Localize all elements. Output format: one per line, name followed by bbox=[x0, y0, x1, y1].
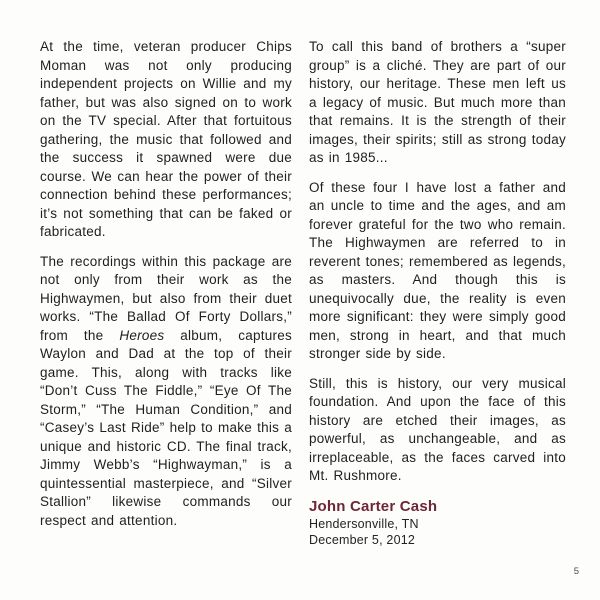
paragraph-four-men: Of these four I have lost a father and an uncle to time and the ages, and am forever grateful for the two who remain. The Highwaymen are referred to in reverent tones; remembered as legends, as masters. And though this is unequivocally due, the reality is even more significant: they were simply good men, strong in heart, and that much stronger side by side. bbox=[309, 179, 566, 361]
paragraph-producer: At the time, veteran producer Chips Moman was not only producing independent projects on Willie and my father, but was also signed on to work on the TV special. After that fortuitous gathering, the music that followed and the success it spawned were due course. We can hear the power of their connection behind these performances; it’s not something that can be faked or fabricated. bbox=[40, 39, 292, 239]
album-title-heroes: Heroes bbox=[119, 327, 165, 343]
paragraph-text: The recordings within this package are not only from their work as the Highwaymen, but also from their duet works. “The Ballad Of Forty Dollars,” from the bbox=[40, 253, 292, 343]
page-number: 5 bbox=[573, 566, 579, 577]
paragraph-recordings bbox=[40, 253, 292, 531]
right-column bbox=[309, 38, 566, 549]
signature-block bbox=[309, 497, 566, 549]
paragraph-history: Still, this is history, our very musical foundation. And upon the face of this history are etched their images, as powerful, as unchangeable, and as irreplaceable, as the faces carved into Mt. Rushmore. bbox=[309, 375, 566, 483]
paragraph-supergroup: To call this band of brothers a “super group” is a cliché. They are part of our history, our heritage. These men left us a legacy of music. But much more than that remains. It is the strength of their images, their spirits; still as strong today as in 1985... bbox=[309, 39, 566, 165]
signature-date: December 5, 2012 bbox=[309, 533, 416, 547]
signature-location: Hendersonville, TN bbox=[309, 516, 419, 531]
left-column bbox=[40, 38, 292, 541]
paragraph-text: album, captures Waylon and Dad at the top of their game. This, along with tracks like “Don’t Cuss The Fiddle,” “Eye Of The Storm,” “The Human Condition,” and “Casey’s Last Ride” help to make this a unique and historic CD. The final track, Jimmy Webb’s “Highwayman,” is a quintessential masterpiece, and “Silver Stallion” likewise commands our respect and attention. bbox=[40, 327, 292, 528]
signature-name: John Carter Cash bbox=[309, 497, 438, 515]
